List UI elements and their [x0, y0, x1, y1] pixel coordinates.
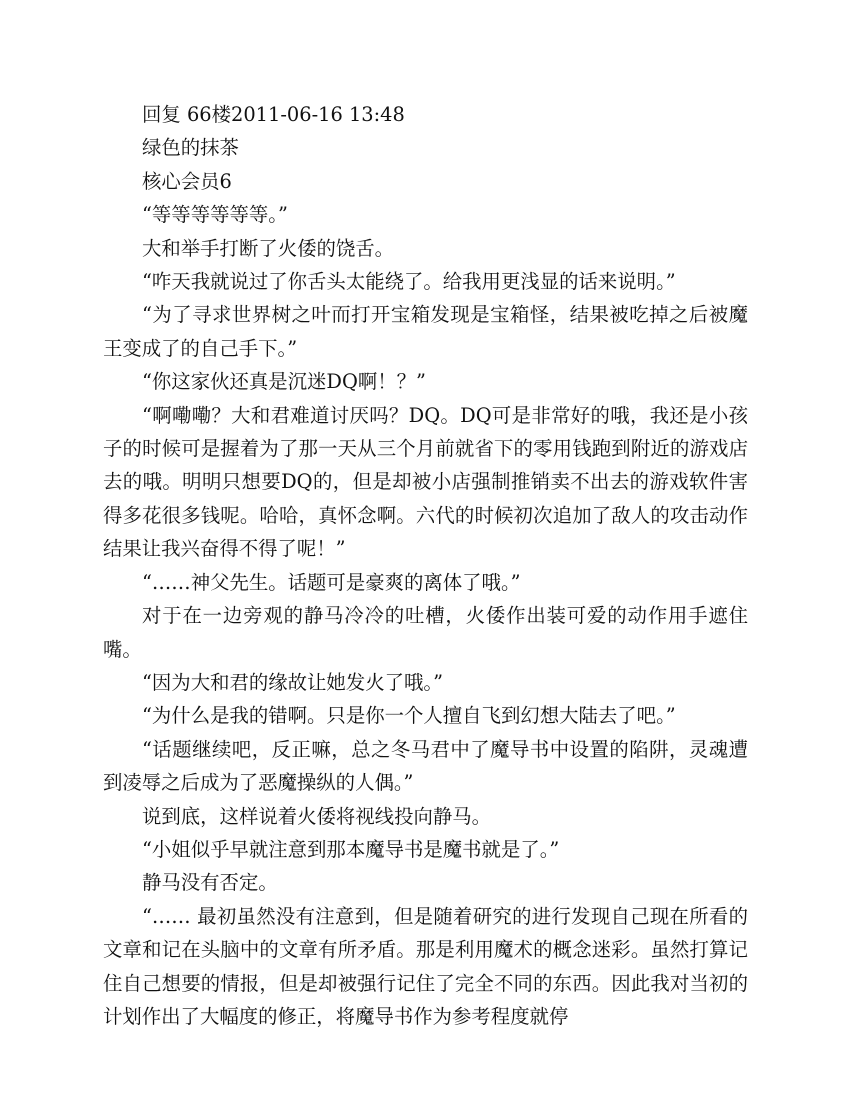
paragraph: “你这家伙还真是沉迷DQ啊！？” — [142, 370, 426, 394]
paragraph: “咋天我就说过了你舌头太能绕了。给我用更浅显的话来说明。” — [142, 270, 676, 294]
paragraph: “……神父先生。话题可是豪爽的离体了哦。” — [142, 570, 521, 594]
paragraph: 静马没有否定。 — [142, 871, 278, 895]
post-header: 回复 66楼2011-06-16 13:48 — [142, 103, 405, 126]
paragraph: “为什么是我的错啊。只是你一个人擅自飞到幻想大陆去了吧。” — [142, 704, 676, 728]
paragraph: 说到底，这样说着火倭将视线投向静马。 — [142, 804, 492, 828]
paragraph: “因为大和君的缘故让她发火了哦。” — [142, 670, 443, 694]
paragraph: “啊嘞嘞？大和君难道讨厌吗？DQ。DQ可是非常好的哦，我还是小孩子的时候可是握着为了那一天从三个月前就省下的零用钱跑到附近的游戏店去的哦。明明只想要DQ的，但是却被小店强制推销卖不出去的游戏软件害得多花很多钱呢。哈哈，真怀念啊。六代的时候初次追加了敌人的攻击动作结果让我兴奋得不得了呢！” — [103, 403, 748, 561]
paragraph: “小姐似乎早就注意到那本魔导书是魔书就是了。” — [142, 837, 560, 861]
document-page — [103, 98, 748, 1033]
paragraph: 对于在一边旁观的静马冷冷的吐槽，火倭作出装可爱的动作用手遮住嘴。 — [103, 604, 748, 661]
paragraph: “话题继续吧，反正嘛，总之冬马君中了魔导书中设置的陷阱，灵魂遭到凌辱之后成为了恶魔操纵的人偶。” — [103, 737, 748, 795]
post-rank: 核心会员6 — [142, 169, 232, 193]
paragraph: “…… 最初虽然没有注意到，但是随着研究的进行发现自己现在所看的文章和记在头脑中的文章有所矛盾。那是利用魔术的概念迷彩。虽然打算记住自己想要的情报，但是却被强行记住了完全不同的东西。因此我对当初的计划作出了大幅度的修正，将魔导书作为参考程度就停 — [103, 904, 748, 1028]
paragraph: 大和举手打断了火倭的饶舌。 — [142, 236, 395, 260]
paragraph: “等等等等等等。” — [142, 203, 288, 227]
post-author: 绿色的抹茶 — [142, 136, 239, 160]
paragraph: “为了寻求世界树之叶而打开宝箱发现是宝箱怪，结果被吃掉之后被魔王变成了的自己手下。” — [103, 303, 748, 360]
